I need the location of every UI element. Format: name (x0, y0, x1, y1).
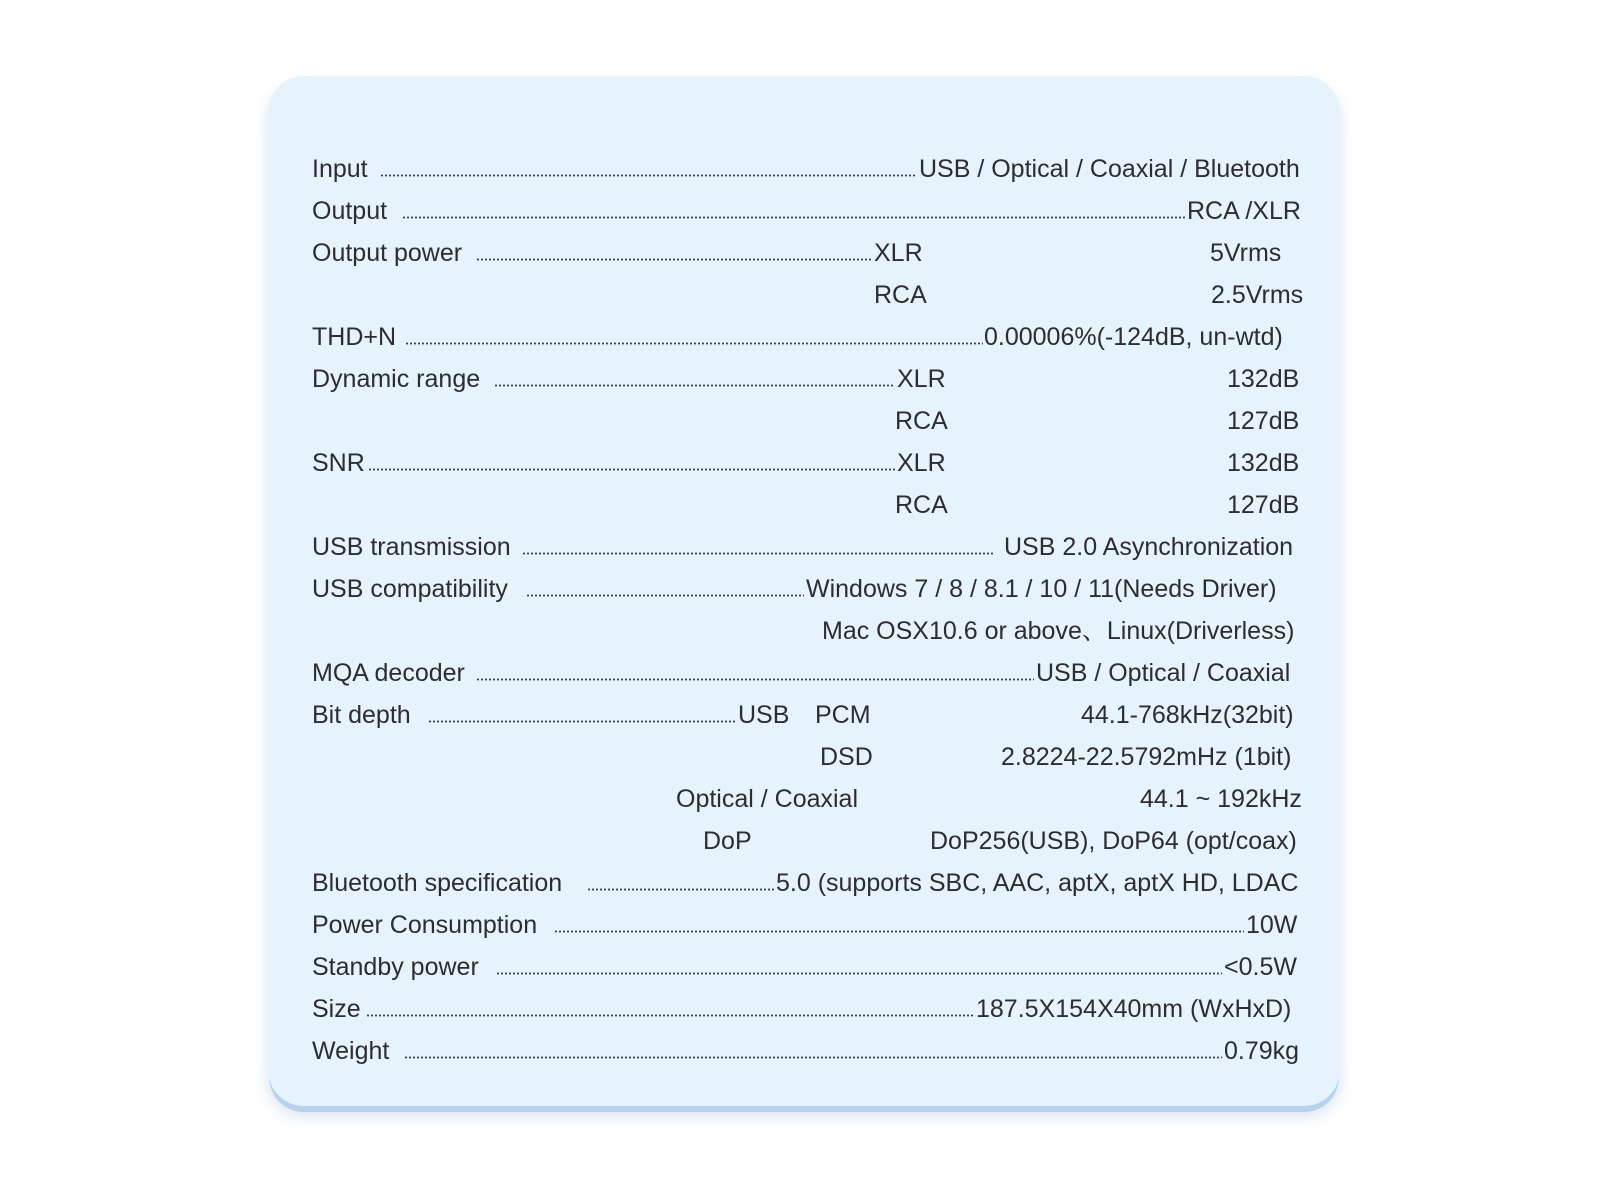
bit-depth-pcm: PCM (815, 701, 871, 729)
leader-dots (496, 972, 1222, 975)
weight-label: Weight (312, 1037, 390, 1065)
thd-label: THD+N (312, 323, 397, 351)
bit-depth-dop-value: DoP256(USB), DoP64 (opt/coax) (930, 827, 1297, 855)
snr-rca-value: 127dB (1227, 491, 1300, 519)
usb-transmission-label: USB transmission (312, 533, 511, 561)
leader-dots (404, 1056, 1222, 1059)
bit-depth-dsd-value: 2.8224-22.5792mHz (1bit) (1001, 743, 1292, 771)
output-power-label: Output power (312, 239, 463, 267)
output-power-xlr-value: 5Vrms (1210, 239, 1282, 267)
standby-power-label: Standby power (312, 953, 479, 981)
mqa-value: USB / Optical / Coaxial (1036, 659, 1291, 687)
thd-value: 0.00006%(-124dB, un-wtd) (984, 323, 1283, 351)
snr-label: SNR (312, 449, 365, 477)
dynamic-range-rca-value: 127dB (1227, 407, 1300, 435)
output-label: Output (312, 197, 388, 225)
dynamic-range-xlr: XLR (897, 365, 946, 393)
usb-compatibility-value: Windows 7 / 8 / 8.1 / 10 / 11(Needs Driver) (806, 575, 1277, 603)
bit-depth-pcm-value: 44.1-768kHz(32bit) (1081, 701, 1294, 729)
power-consumption-value: 10W (1246, 911, 1298, 939)
leader-dots (368, 468, 895, 471)
leader-dots (428, 720, 736, 723)
leader-dots (476, 678, 1034, 681)
bit-depth-label: Bit depth (312, 701, 411, 729)
bit-depth-optical: Optical / Coaxial (676, 785, 859, 813)
input-value: USB / Optical / Coaxial / Bluetooth (919, 155, 1300, 183)
bluetooth-value: 5.0 (supports SBC, AAC, aptX, aptX HD, LDAC (776, 869, 1299, 897)
leader-dots (526, 594, 804, 597)
leader-dots (402, 216, 1185, 219)
weight-value: 0.79kg (1224, 1037, 1300, 1065)
snr-rca: RCA (895, 491, 948, 519)
leader-dots (476, 258, 873, 261)
leader-dots (587, 888, 775, 891)
bit-depth-dsd: DSD (820, 743, 873, 771)
usb-compatibility-value2: Mac OSX10.6 or above、Linux(Driverless) (822, 617, 1295, 645)
output-power-rca-value: 2.5Vrms (1211, 281, 1304, 309)
bluetooth-label: Bluetooth specification (312, 869, 563, 897)
leader-dots (554, 930, 1244, 933)
input-label: Input (312, 155, 368, 183)
leader-dots (405, 342, 983, 345)
standby-power-value: <0.5W (1224, 953, 1297, 981)
output-value: RCA /XLR (1187, 197, 1301, 225)
snr-xlr: XLR (897, 449, 946, 477)
bit-depth-dop: DoP (703, 827, 752, 855)
usb-compatibility-label: USB compatibility (312, 575, 508, 603)
mqa-label: MQA decoder (312, 659, 465, 687)
leader-dots (380, 174, 917, 177)
dynamic-range-xlr-value: 132dB (1227, 365, 1300, 393)
dynamic-range-label: Dynamic range (312, 365, 481, 393)
output-power-xlr: XLR (874, 239, 923, 267)
snr-xlr-value: 132dB (1227, 449, 1300, 477)
size-label: Size (312, 995, 361, 1023)
power-consumption-label: Power Consumption (312, 911, 538, 939)
leader-dots (494, 384, 895, 387)
usb-transmission-value: USB 2.0 Asynchronization (1004, 533, 1294, 561)
leader-dots (522, 552, 994, 555)
size-value: 187.5X154X40mm (WxHxD) (976, 995, 1292, 1023)
bit-depth-usb: USB (738, 701, 790, 729)
dynamic-range-rca: RCA (895, 407, 948, 435)
bit-depth-optical-value: 44.1 ~ 192kHz (1140, 785, 1302, 813)
leader-dots (366, 1014, 974, 1017)
output-power-rca: RCA (874, 281, 927, 309)
